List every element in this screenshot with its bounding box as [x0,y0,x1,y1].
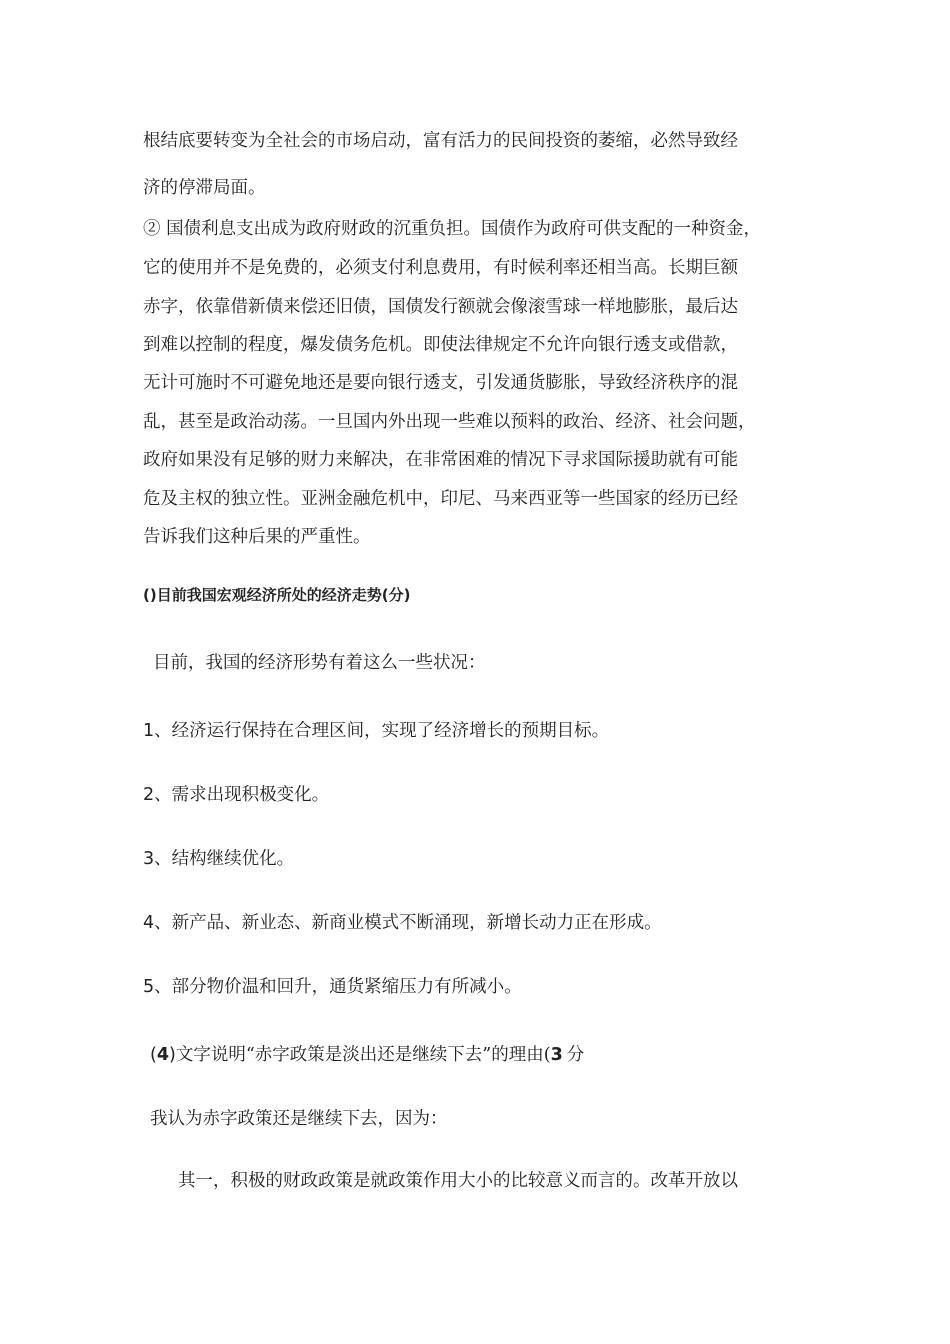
text-line: 济的停滞局面。 [143,178,266,198]
list-item-text: 、需求出现积极变化。 [154,785,330,805]
list-item-text: 、结构继续优化。 [154,849,295,869]
heading-text: 文字说明“赤字政策是淡出还是继续下去”的理由( [175,1045,551,1065]
list-item-text: 、部分物价温和回升，通货紧缩压力有所减小。 [154,977,522,997]
list-item-number: 2 [143,785,155,805]
text-line: 根结底要转变为全社会的市场启动，富有活力的民间投资的萎缩，必然导致经 [143,131,738,151]
heading-unit: 分 [566,1045,585,1065]
list-item [143,719,609,743]
section-heading: ()目前我国宏观经济所处的经济走势(分) [143,586,411,604]
text-line: 危及主权的独立性。亚洲金融危机中，印尼、马来西亚等一些国家的经历已经 [143,489,738,509]
text-line: 赤字，依靠借新债来偿还旧债，国债发行额就会像滚雪球一样地膨胀，最后达 [143,297,738,317]
heading-number: 4 [156,1045,170,1065]
text-line: 无计可施时不可避免地还是要向银行透支，引发通货膨胀，导致经济秩序的混 [143,373,738,393]
text-line: 乱，甚至是政治动荡。一旦国内外出现一些难以预料的政治、经济、社会问题， [143,412,756,432]
list-item [143,975,522,999]
text-line: 告诉我们这种后果的严重性。 [143,527,371,547]
list-item-number: 1 [143,721,155,741]
list-item-number: 5 [143,977,155,997]
section-intro: 目前，我国的经济形势有着这么一些状况： [153,653,486,673]
list-item-number: 4 [143,913,155,933]
list-item [143,911,662,935]
list-item-number: 3 [143,849,155,869]
text-line: ② 国债利息支出成为政府财政的沉重负担。国债作为政府可供支配的一种资金， [143,219,762,239]
list-item-text: 、经济运行保持在合理区间，实现了经济增长的预期目标。 [154,721,610,741]
text-line: 到难以控制的程度，爆发债务危机。即使法律规定不允许向银行透支或借款， [143,335,738,355]
text-line: 其一，积极的财政政策是就政策作用大小的比较意义而言的。改革开放以 [178,1171,738,1191]
list-item [143,783,329,807]
list-item [143,847,294,871]
list-item-text: 、新产品、新业态、新商业模式不断涌现，新增长动力正在形成。 [154,913,662,933]
section-heading [150,1043,584,1067]
heading-points: 3 [550,1045,563,1065]
section-intro: 我认为赤字政策还是继续下去，因为： [150,1109,448,1129]
text-line: 它的使用并不是免费的，必须支付利息费用，有时候利率还相当高。长期巨额 [143,258,738,278]
heading-paren-open: ( [150,1045,157,1065]
heading-paren-close: ) [169,1045,176,1065]
text-line: 政府如果没有足够的财力来解决，在非常困难的情况下寻求国际援助就有可能 [143,450,738,470]
